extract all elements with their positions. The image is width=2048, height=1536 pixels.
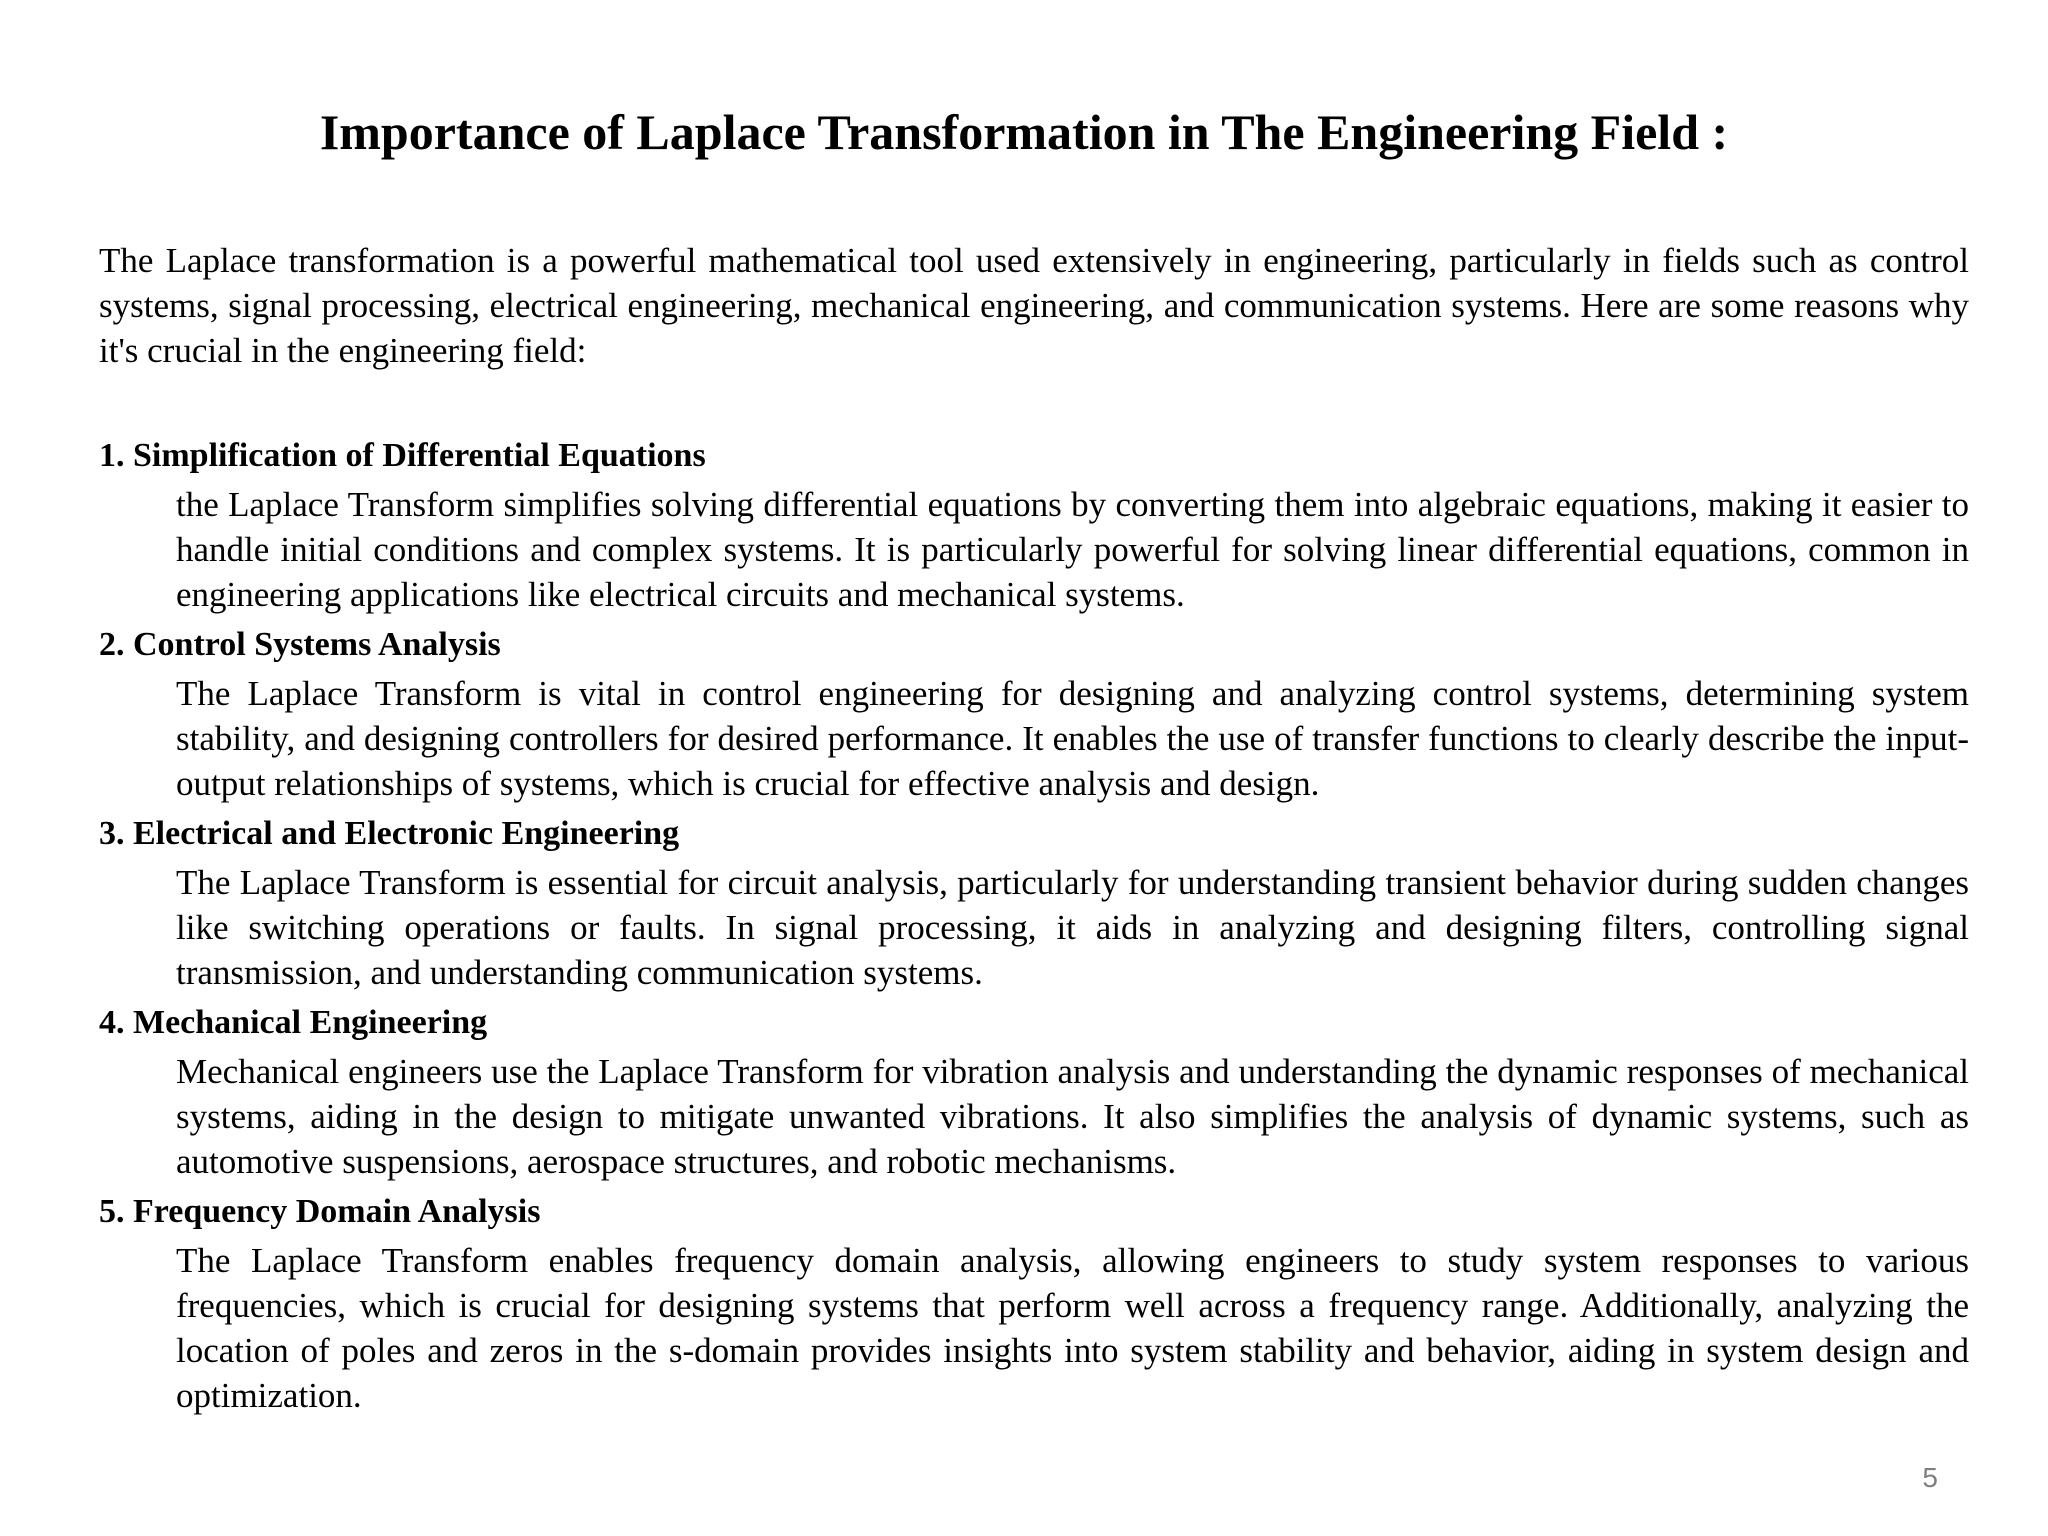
section-item — [99, 434, 1969, 617]
slide-title: Importance of Laplace Transformation in The Engineering Field : — [319, 104, 1729, 160]
section-heading: 5. Frequency Domain Analysis — [99, 1193, 541, 1230]
sections-list — [99, 434, 1969, 1424]
section-item — [99, 623, 1969, 806]
section-body: The Laplace Transform is vital in control engineering for designing and analyzing control systems, determining system stability, and designing controllers for desired performance. It enables the use of transfer functions to clearly describe the input-output relationships of systems, which is crucial for effective analysis and design. — [176, 674, 1969, 803]
section-item — [99, 1190, 1969, 1418]
section-body: The Laplace Transform enables frequency domain analysis, allowing engineers to study system responses to various frequencies, which is crucial for designing systems that perform well across a frequency range. Additionally, analyzing the location of poles and zeros in the s-domain provides insights into system stability and behavior, aiding in system design and optimization. — [176, 1241, 1969, 1415]
section-body: Mechanical engineers use the Laplace Transform for vibration analysis and understanding the dynamic responses of mechanical systems, aiding in the design to mitigate unwanted vibrations. It also simplifies the analysis of dynamic systems, such as automotive suspensions, aerospace structures, and robotic mechanisms. — [176, 1052, 1969, 1181]
section-item — [99, 812, 1969, 995]
section-heading: 2. Control Systems Analysis — [99, 626, 501, 663]
section-heading: 1. Simplification of Differential Equations — [99, 437, 706, 474]
section-body: The Laplace Transform is essential for circuit analysis, particularly for understanding transient behavior during sudden changes like switching operations or faults. In signal processing, it aids in analyzing and designing filters, controlling signal transmission, and understanding communication systems. — [176, 863, 1969, 992]
section-item — [99, 1001, 1969, 1184]
page-number: 5 — [1922, 1462, 1938, 1493]
section-heading: 4. Mechanical Engineering — [99, 1004, 488, 1041]
section-body: the Laplace Transform simplifies solving differential equations by converting them into algebraic equations, making it easier to handle initial conditions and complex systems. It is particularly powerful for solving linear differential equations, common in engineering applications like electrical circuits and mechanical systems. — [176, 485, 1969, 614]
intro-paragraph: The Laplace transformation is a powerful mathematical tool used extensively in engineering, particularly in fields such as control systems, signal processing, electrical engineering, mechanical engineering, and communication systems. Here are some reasons why it's crucial in the engineering field: — [99, 241, 1969, 370]
section-heading: 3. Electrical and Electronic Engineering — [99, 815, 680, 852]
